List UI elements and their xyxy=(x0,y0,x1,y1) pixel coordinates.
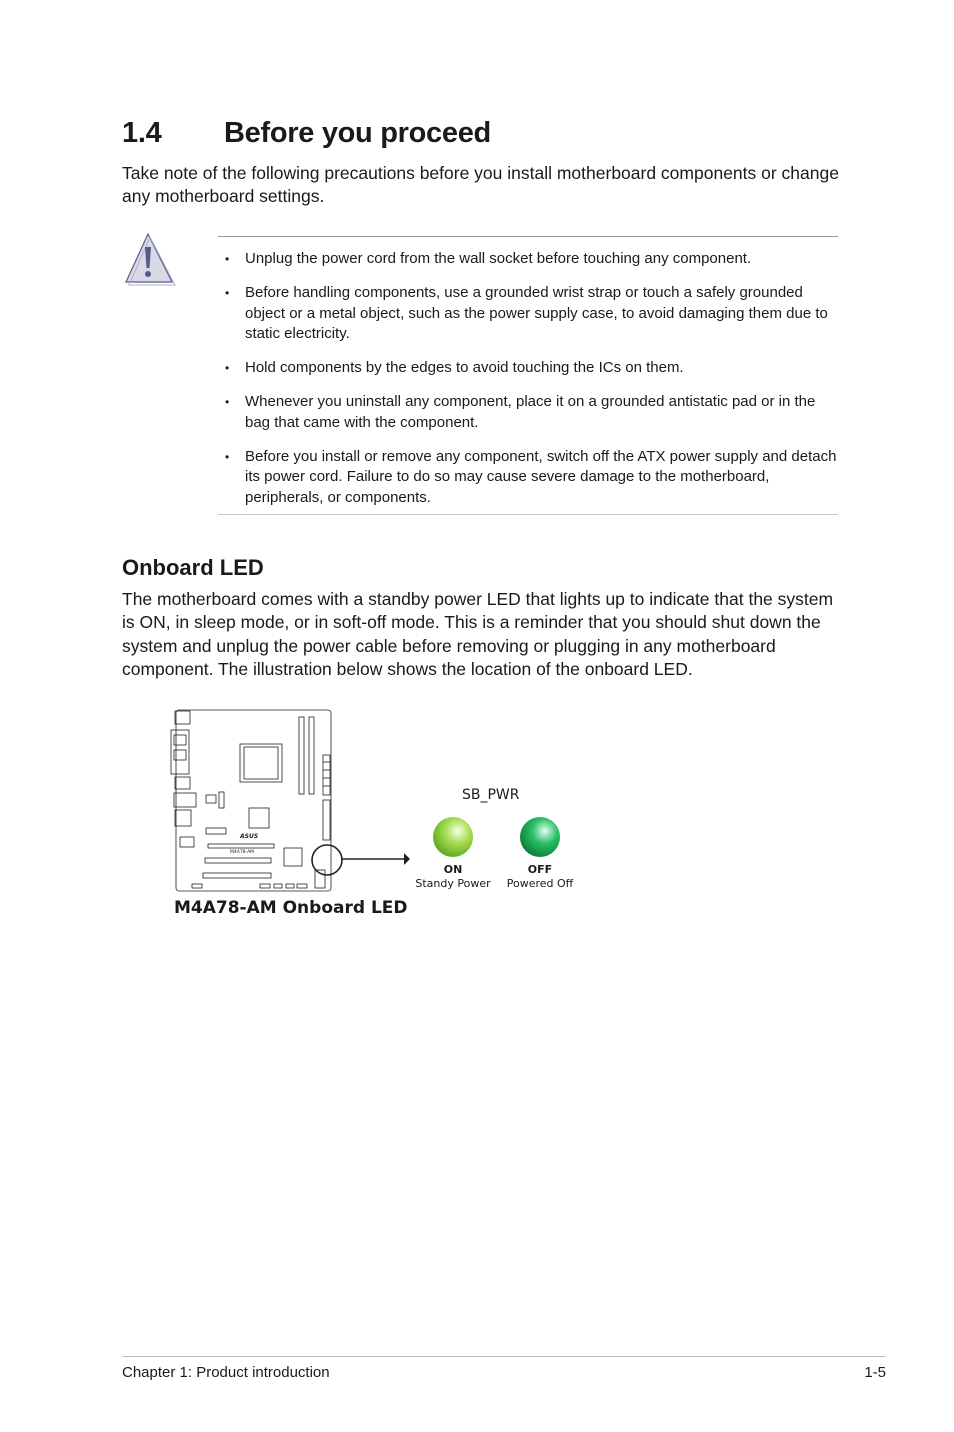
caution-list xyxy=(218,249,838,522)
list-item-text: Whenever you uninstall any component, place it on a grounded antistatic pad or in the bag that came with the component. xyxy=(245,393,816,431)
list-item xyxy=(218,249,838,270)
section-number: 1.4 xyxy=(122,117,162,149)
brand-logo: ASUS xyxy=(240,833,259,840)
motherboard-diagram xyxy=(160,700,600,930)
onboard-led-paragraph: The motherboard comes with a standby power LED that lights up to indicate that the system is ON, in sleep mode, or in soft-off mode. This is a reminder that you should shut down the system and unplug the power cable before removing or plugging in any motherboard component. The illustration below shows the location of the onboard LED. xyxy=(122,589,834,679)
led-name-label: SB_PWR xyxy=(462,787,520,803)
bullet: • xyxy=(225,395,230,409)
bullet: • xyxy=(225,361,230,375)
onboard-led-figure xyxy=(160,700,600,930)
caution-box xyxy=(218,236,838,515)
list-item-text: Before you install or remove any component, switch off the ATX power supply and detach its power cord. Failure to do so may cause severe damage to the motherboard, peripherals, or components. xyxy=(245,447,837,506)
figure-caption: M4A78-AM Onboard LED xyxy=(174,898,408,918)
led-on-desc: Standy Power xyxy=(415,877,491,890)
list-item-text: Before handling components, use a grounded wrist strap or touch a safely grounded object or a metal object, such as the power supply case, to avoid damaging them due to static electricity. xyxy=(245,284,828,342)
list-item-text: Unplug the power cord from the wall socket before touching any component. xyxy=(245,250,752,267)
led-off-desc: Powered Off xyxy=(506,877,574,890)
list-item xyxy=(218,392,838,433)
list-item xyxy=(218,283,838,345)
board-silkscreen-label: M4A78-AM xyxy=(230,850,255,855)
list-item xyxy=(218,358,838,379)
intro-paragraph: Take note of the following precautions before you install motherboard components or change any motherboard settings. xyxy=(122,163,839,206)
led-on-state: ON xyxy=(443,863,463,876)
warning-triangle-icon xyxy=(122,232,178,286)
led-off-icon xyxy=(520,817,560,857)
bullet: • xyxy=(225,286,230,300)
list-item-text: Hold components by the edges to avoid touching the ICs on them. xyxy=(245,359,684,376)
page-number: 1-5 xyxy=(864,1364,886,1381)
bullet: • xyxy=(225,449,230,464)
led-off-state: OFF xyxy=(527,863,553,876)
list-item xyxy=(218,447,838,509)
led-on-icon xyxy=(433,817,473,857)
footer-divider xyxy=(122,1356,886,1357)
bullet: • xyxy=(225,252,230,266)
section-heading xyxy=(122,114,491,152)
footer-chapter: Chapter 1: Product introduction xyxy=(122,1364,330,1381)
section-title: Before you proceed xyxy=(224,117,491,149)
onboard-led-heading: Onboard LED xyxy=(122,555,264,580)
